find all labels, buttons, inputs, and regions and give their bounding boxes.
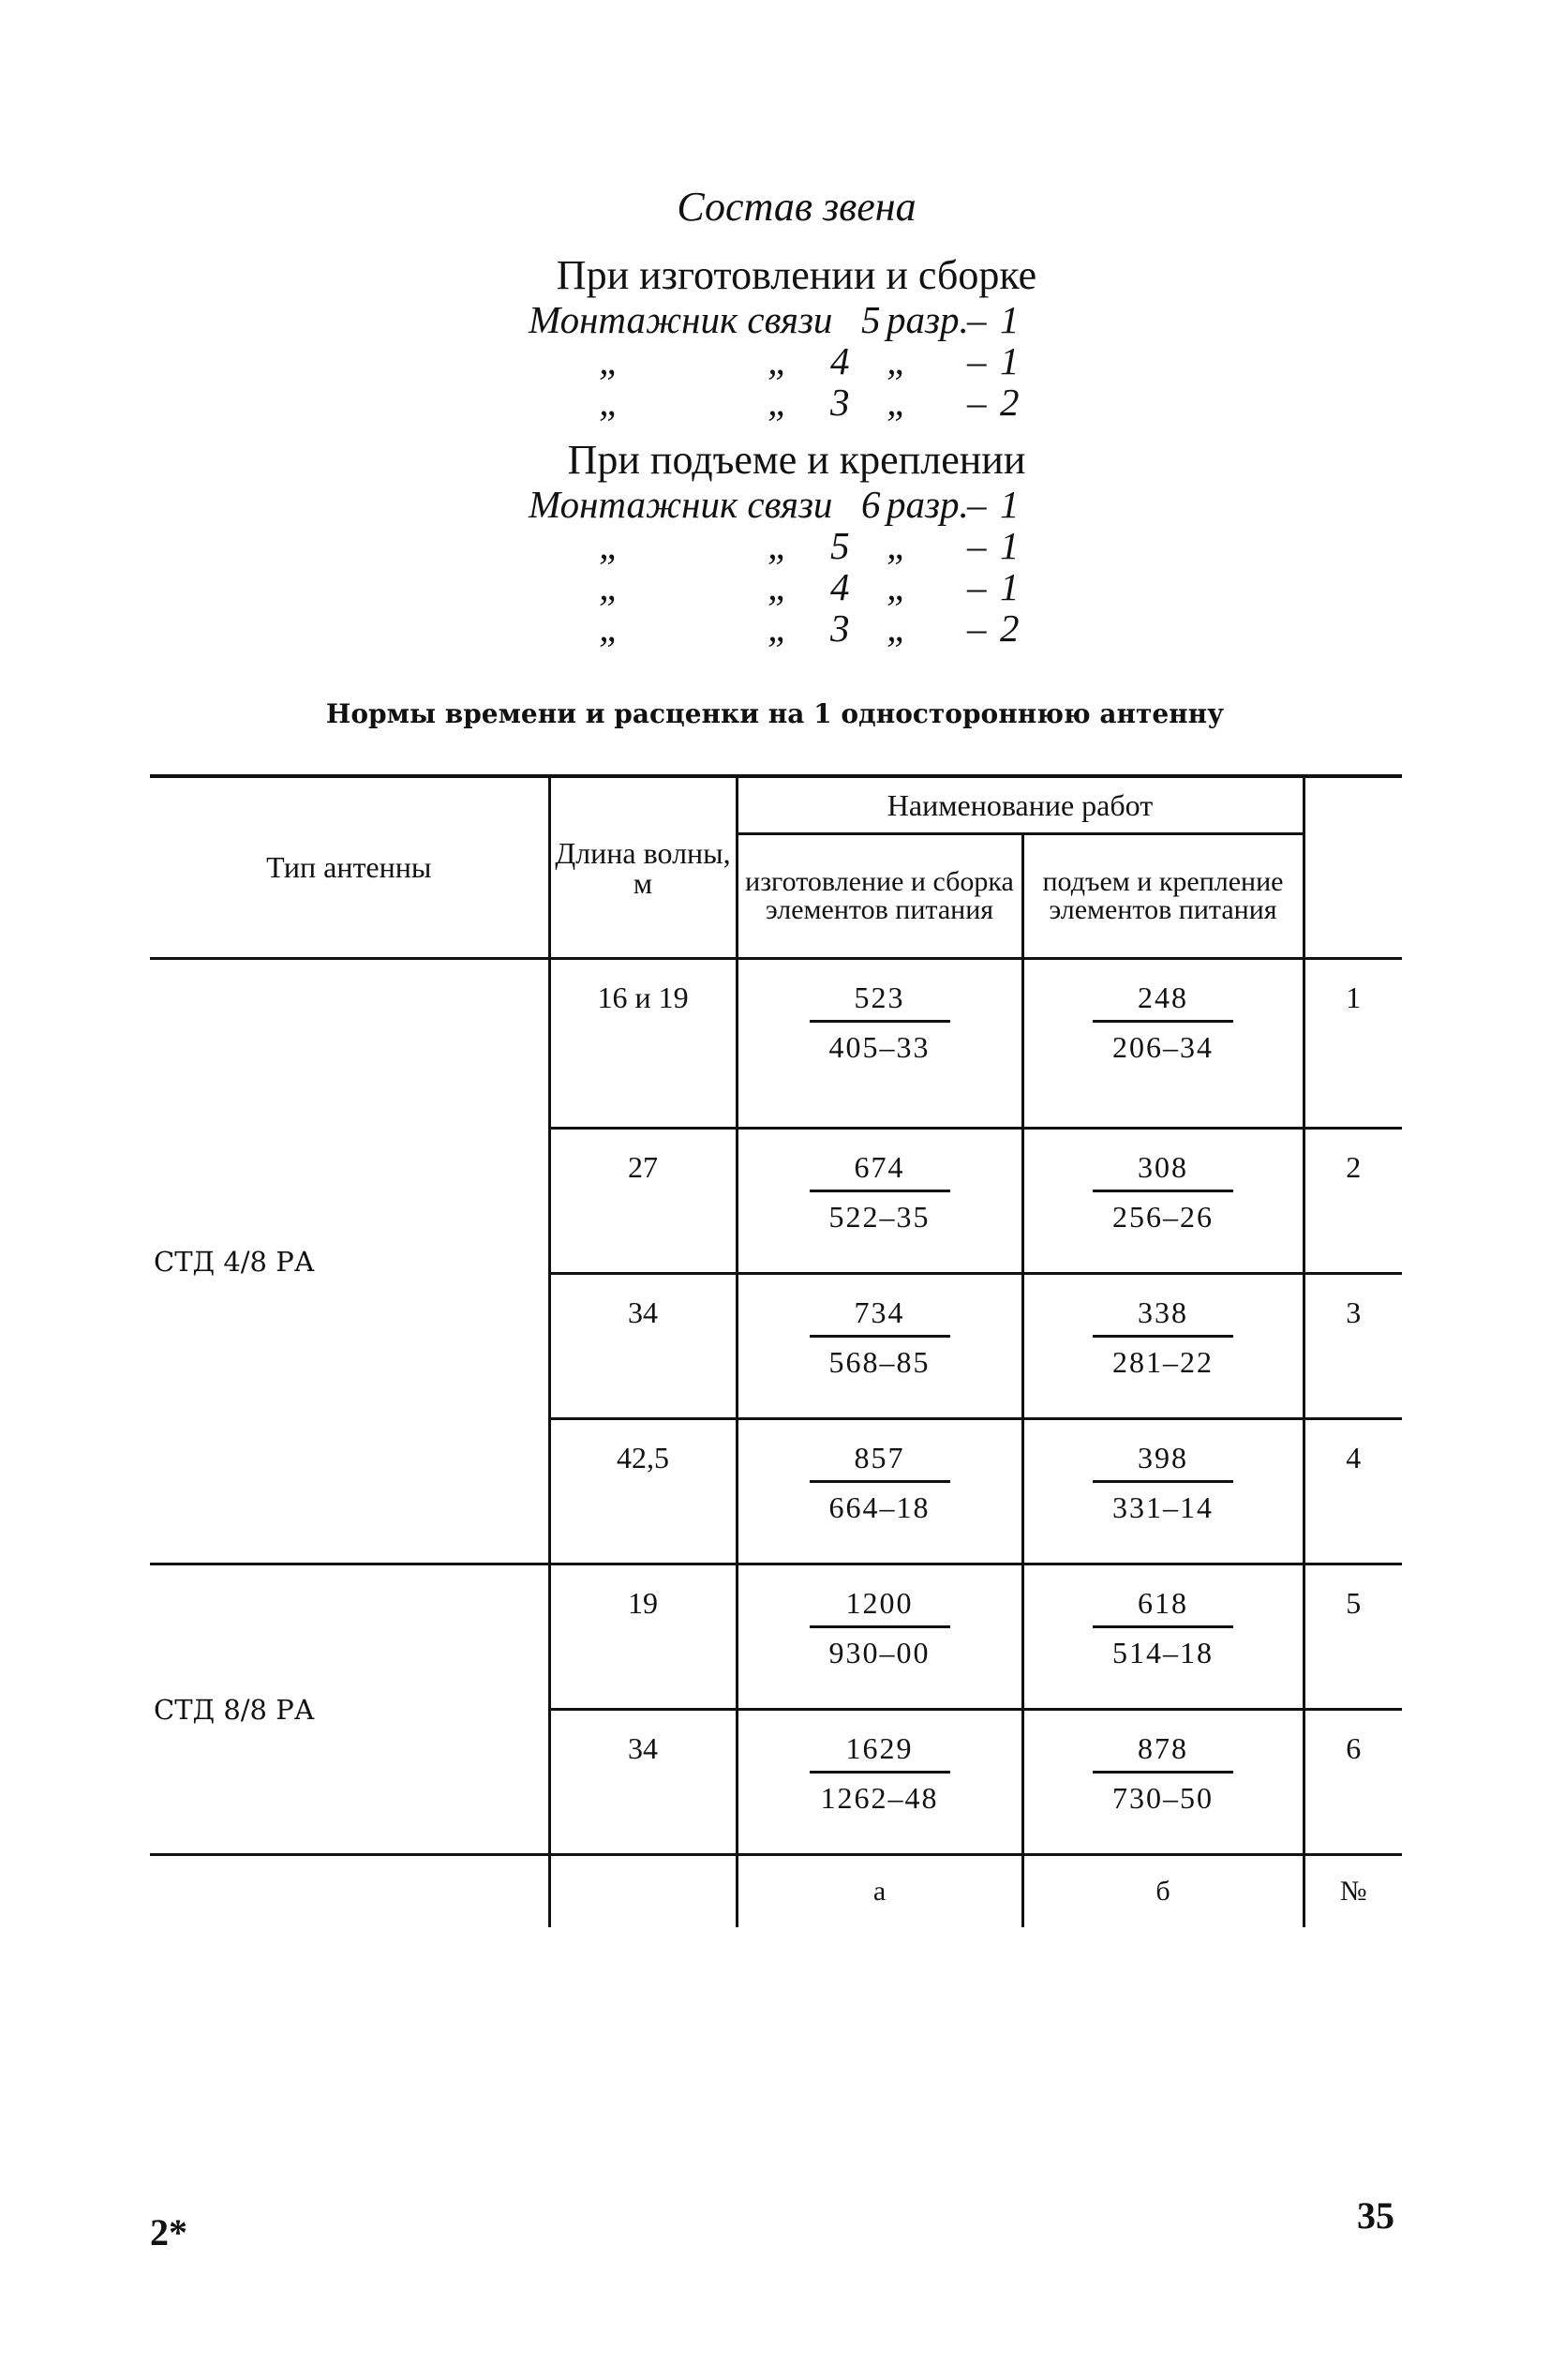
crew-dash: – <box>967 483 987 526</box>
cell-a <box>737 1710 1022 1855</box>
crew-line <box>529 338 1091 380</box>
crew-role: Монтажник связи <box>529 298 833 341</box>
row-number: 5 <box>1304 1564 1402 1710</box>
header-wave-length: Длина волны, м <box>549 776 737 959</box>
crew-count: 1 <box>1000 339 1020 382</box>
crew-count: 2 <box>1000 381 1020 424</box>
crew-dash: – <box>967 381 987 424</box>
price: 568–85 <box>828 1345 931 1379</box>
crew-rank: 4 <box>830 339 850 382</box>
crew-dash: – <box>967 524 987 567</box>
crew-unit: „ <box>887 565 908 608</box>
crew-section2-heading: При подъеме и креплении <box>567 437 1026 483</box>
crew-ditto: „ <box>768 524 789 567</box>
antenna-type-cell: СТД 8/8 РА <box>150 1564 549 1855</box>
crew-line <box>529 297 1091 341</box>
price: 405–33 <box>828 1030 931 1064</box>
crew-role: Монтажник связи <box>529 483 833 526</box>
norm-time: 734 <box>810 1295 950 1338</box>
price: 664–18 <box>828 1490 931 1524</box>
norm-time: 618 <box>1093 1586 1233 1628</box>
crew-ditto: „ <box>599 381 620 424</box>
wave-length-cell: 34 <box>549 1274 737 1419</box>
price: 522–35 <box>828 1200 931 1234</box>
crew-dash: – <box>967 606 987 650</box>
antenna-type-cell: СТД 4/8 РА <box>150 959 549 1564</box>
crew-section1-heading: При изготовлении и сборке <box>556 252 1037 298</box>
crew-unit: „ <box>887 524 908 567</box>
price: 930–00 <box>828 1636 931 1669</box>
footer-col-b: б <box>1022 1855 1304 1928</box>
norm-time: 674 <box>810 1150 950 1192</box>
cell-b <box>1022 1274 1304 1419</box>
crew-count: 1 <box>1000 298 1020 341</box>
cell-a <box>737 959 1022 1129</box>
wave-length-cell: 19 <box>549 1564 737 1710</box>
crew-ditto: „ <box>768 606 789 650</box>
crew-rank: 3 <box>830 606 850 650</box>
crew-ditto: „ <box>599 339 620 382</box>
crew-ditto: „ <box>599 565 620 608</box>
crew-unit: разр. <box>887 483 969 526</box>
norm-time: 1200 <box>810 1586 950 1628</box>
cell-a <box>737 1564 1022 1710</box>
crew-ditto: „ <box>599 524 620 567</box>
table-row <box>150 959 1402 1129</box>
row-number: 6 <box>1304 1710 1402 1855</box>
cell-b <box>1022 959 1304 1129</box>
price: 206–34 <box>1112 1030 1214 1064</box>
wave-length-cell: 16 и 19 <box>549 959 737 1129</box>
crew-line <box>529 606 1091 650</box>
price: 1262–48 <box>820 1781 939 1815</box>
price: 514–18 <box>1112 1636 1214 1669</box>
header-number-blank <box>1304 776 1402 959</box>
cell-a <box>737 1129 1022 1274</box>
crew-dash: – <box>967 565 987 608</box>
norm-time: 338 <box>1093 1295 1233 1338</box>
crew-line <box>529 564 1091 606</box>
wave-length-cell: 42,5 <box>549 1419 737 1564</box>
footer-col-a: а <box>737 1855 1022 1928</box>
header-col-b: подъем и крепление элементов питания <box>1022 834 1304 959</box>
header-antenna-type: Тип антенны <box>150 776 549 959</box>
price: 331–14 <box>1112 1490 1214 1524</box>
norm-time: 857 <box>810 1441 950 1483</box>
crew-unit: разр. <box>887 298 969 341</box>
footer-blank <box>150 1855 549 1928</box>
crew-unit: „ <box>887 381 908 424</box>
norm-time: 248 <box>1093 980 1233 1023</box>
crew-line <box>529 482 1091 526</box>
footer-blank <box>549 1855 737 1928</box>
crew-count: 1 <box>1000 483 1020 526</box>
price: 730–50 <box>1112 1781 1214 1815</box>
crew-ditto: „ <box>768 339 789 382</box>
table-caption: Нормы времени и расценки на 1 одностороннюю антенну <box>325 698 1225 729</box>
cell-b <box>1022 1564 1304 1710</box>
crew-dash: – <box>967 339 987 382</box>
row-number: 1 <box>1304 959 1402 1129</box>
crew-count: 1 <box>1000 524 1020 567</box>
norm-time: 398 <box>1093 1441 1233 1483</box>
crew-count: 1 <box>1000 565 1020 608</box>
wave-length-cell: 34 <box>549 1710 737 1855</box>
cell-b <box>1022 1710 1304 1855</box>
crew-ditto: „ <box>768 381 789 424</box>
crew-rank: 5 <box>830 524 850 567</box>
crew-ditto: „ <box>599 606 620 650</box>
crew-line <box>529 380 1091 424</box>
crew-count: 2 <box>1000 606 1020 650</box>
crew-rank: 5 <box>861 298 881 341</box>
norms-table <box>150 774 1402 1927</box>
price: 256–26 <box>1112 1200 1214 1234</box>
footer-number-label: № <box>1304 1855 1402 1928</box>
price: 281–22 <box>1112 1345 1214 1379</box>
row-number: 2 <box>1304 1129 1402 1274</box>
crew-unit: „ <box>887 606 908 650</box>
norm-time: 523 <box>810 980 950 1023</box>
cell-b <box>1022 1129 1304 1274</box>
cell-a <box>737 1274 1022 1419</box>
norm-time: 1629 <box>810 1731 950 1774</box>
header-work-names: Наименование работ <box>737 776 1304 834</box>
crew-line <box>529 523 1091 567</box>
header-col-a: изготовление и сборка элементов питания <box>737 834 1022 959</box>
crew-rank: 6 <box>861 483 881 526</box>
crew-rank: 3 <box>830 381 850 424</box>
norm-time: 308 <box>1093 1150 1233 1192</box>
table-footer-row <box>150 1855 1402 1928</box>
page-number: 35 <box>1357 2194 1394 2237</box>
crew-dash: – <box>967 298 987 341</box>
cell-a <box>737 1419 1022 1564</box>
crew-rank: 4 <box>830 565 850 608</box>
cell-b <box>1022 1419 1304 1564</box>
crew-title: Состав звена <box>677 184 917 230</box>
crew-unit: „ <box>887 339 908 382</box>
row-number: 4 <box>1304 1419 1402 1564</box>
norm-time: 878 <box>1093 1731 1233 1774</box>
crew-ditto: „ <box>768 565 789 608</box>
wave-length-cell: 27 <box>549 1129 737 1274</box>
table-row <box>150 1564 1402 1710</box>
table-header-row <box>150 776 1402 834</box>
signature-mark: 2* <box>150 2211 187 2253</box>
row-number: 3 <box>1304 1274 1402 1419</box>
